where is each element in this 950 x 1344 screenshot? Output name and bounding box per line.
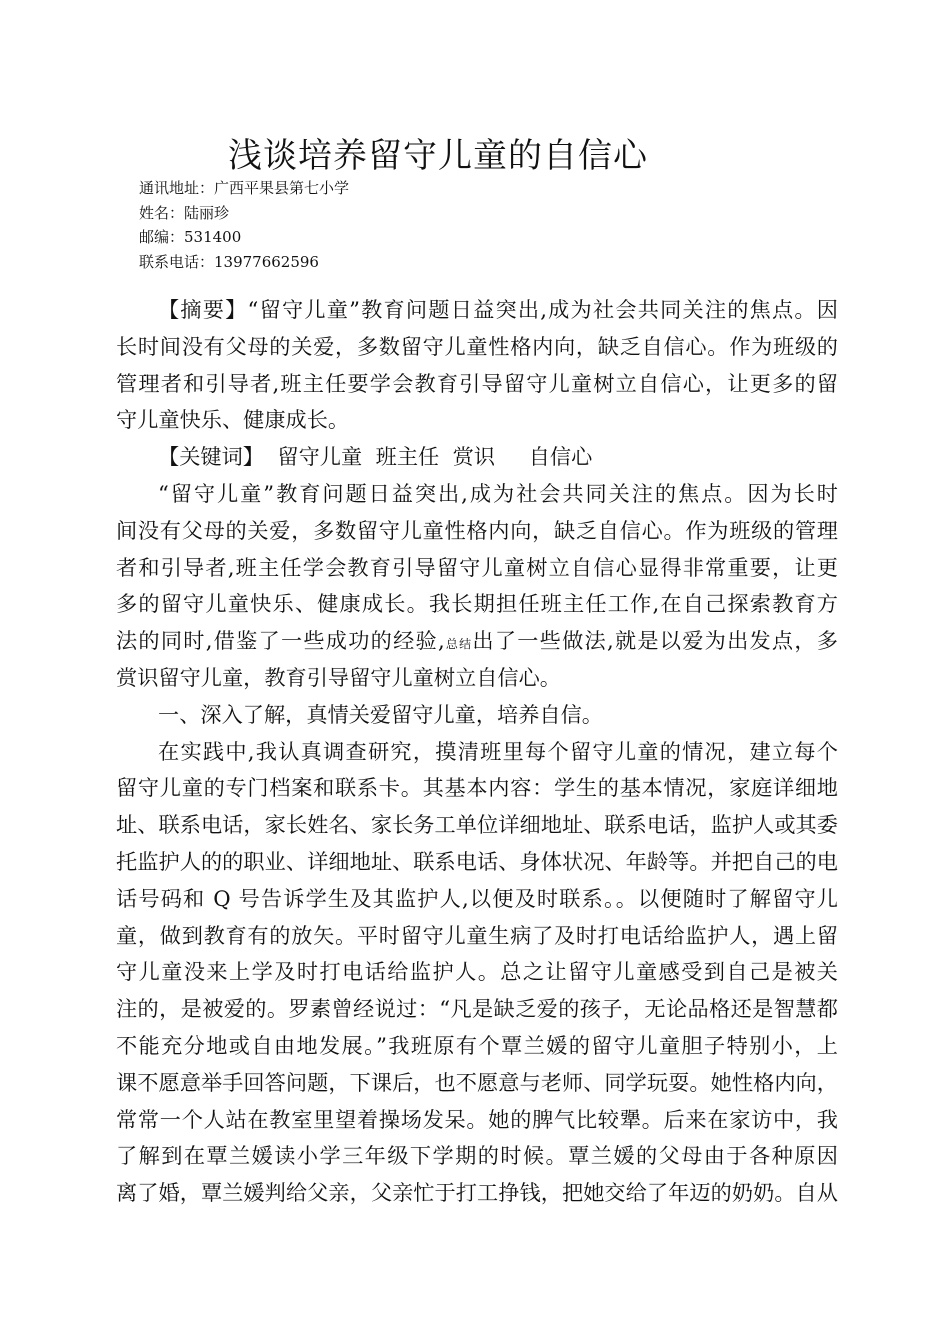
line-head: 法的同时,借鉴了一些成功的经验, <box>116 628 445 654</box>
paragraph-line: 多的留守儿童快乐、健康成长。我长期担任班主任工作,在自己探索教育方 <box>116 591 838 617</box>
paragraph-line: 话号码和 Q 号告诉学生及其监护人,以便及时联系。。以便随时了解留守儿 <box>116 885 838 911</box>
paragraph-line: 守儿童没来上学及时打电话给监护人。总之让留守儿童感受到自己是被关 <box>116 959 838 985</box>
author-info <box>139 176 349 275</box>
paragraph-line: 离了婚，覃兰媛判给父亲，父亲忙于打工挣钱，把她交给了年迈的奶奶。自从 <box>116 1180 838 1206</box>
line-tail: 出了一些做法,就是以爱为出发点，多 <box>472 628 838 654</box>
address-line: 通讯地址：广西平果县第七小学 <box>139 179 350 197</box>
abstract-line: 管理者和引导者,班主任要学会教育引导留守儿童树立自信心，让更多的留 <box>116 370 838 396</box>
small-text: 总结 <box>444 637 473 652</box>
paragraph-line: 课不愿意举手回答问题，下课后，也不愿意与老师、同学玩耍。她性格内向， <box>116 1069 838 1095</box>
phone-line: 联系电话：13977662596 <box>139 253 319 272</box>
paragraph-line: 常常一个人站在教室里望着操场发呆。她的脾气比较犟。后来在家访中，我 <box>116 1106 838 1132</box>
keywords-line: 【关键词】 留守儿童 班主任 赏识 自信心 <box>158 444 593 470</box>
paragraph-line: 不能充分地或自由地发展。”我班原有个覃兰媛的留守儿童胆子特别小，上 <box>116 1032 838 1058</box>
name-line: 姓名：陆丽珍 <box>139 203 230 222</box>
abstract-line: 守儿童快乐、健康成长。 <box>116 407 350 433</box>
paragraph-line: 童，做到教育有的放矢。平时留守儿童生病了及时打电话给监护人，遇上留 <box>116 922 838 948</box>
paragraph-line: 间没有父母的关爱，多数留守儿童性格内向，缺乏自信心。作为班级的管理 <box>116 517 838 543</box>
article-body <box>116 292 838 1212</box>
paragraph-line <box>116 623 838 660</box>
paragraph-line: 址、联系电话，家长姓名、家长务工单位详细地址、联系电话，监护人或其委 <box>116 812 838 838</box>
abstract-line: 长时间没有父母的关爱，多数留守儿童性格内向，缺乏自信心。作为班级的 <box>116 333 838 359</box>
abstract-line: 【摘要】“留守儿童”教育问题日益突出,成为社会共同关注的焦点。因 <box>158 297 838 322</box>
page-title: 浅谈培养留守儿童的自信心 <box>228 136 648 176</box>
postcode-line: 邮编：531400 <box>139 228 242 247</box>
section-heading: 一、深入了解，真情关爱留守儿童，培养自信。 <box>158 701 603 727</box>
paragraph-line: 者和引导者,班主任学会教育引导留守儿童树立自信心显得非常重要，让更 <box>116 554 838 580</box>
paragraph-line: 注的，是被爱的。罗素曾经说过：“凡是缺乏爱的孩子，无论品格还是智慧都 <box>116 996 838 1022</box>
paragraph-line: 留守儿童的专门档案和联系卡。其基本内容：学生的基本情况，家庭详细地 <box>116 775 838 801</box>
paragraph-line: “留守儿童”教育问题日益突出,成为社会共同关注的焦点。因为长时 <box>158 480 838 506</box>
paragraph-line: 赏识留守儿童，教育引导留守儿童树立自信心。 <box>116 664 561 690</box>
paragraph-line: 在实践中,我认真调查研究，摸清班里每个留守儿童的情况，建立每个 <box>158 738 838 764</box>
paragraph-line: 了解到在覃兰媛读小学三年级下学期的时候。覃兰媛的父母由于各种原因 <box>116 1143 838 1169</box>
paragraph-line: 托监护人的的职业、详细地址、联系电话、身体状况、年龄等。并把自己的电 <box>116 848 838 874</box>
